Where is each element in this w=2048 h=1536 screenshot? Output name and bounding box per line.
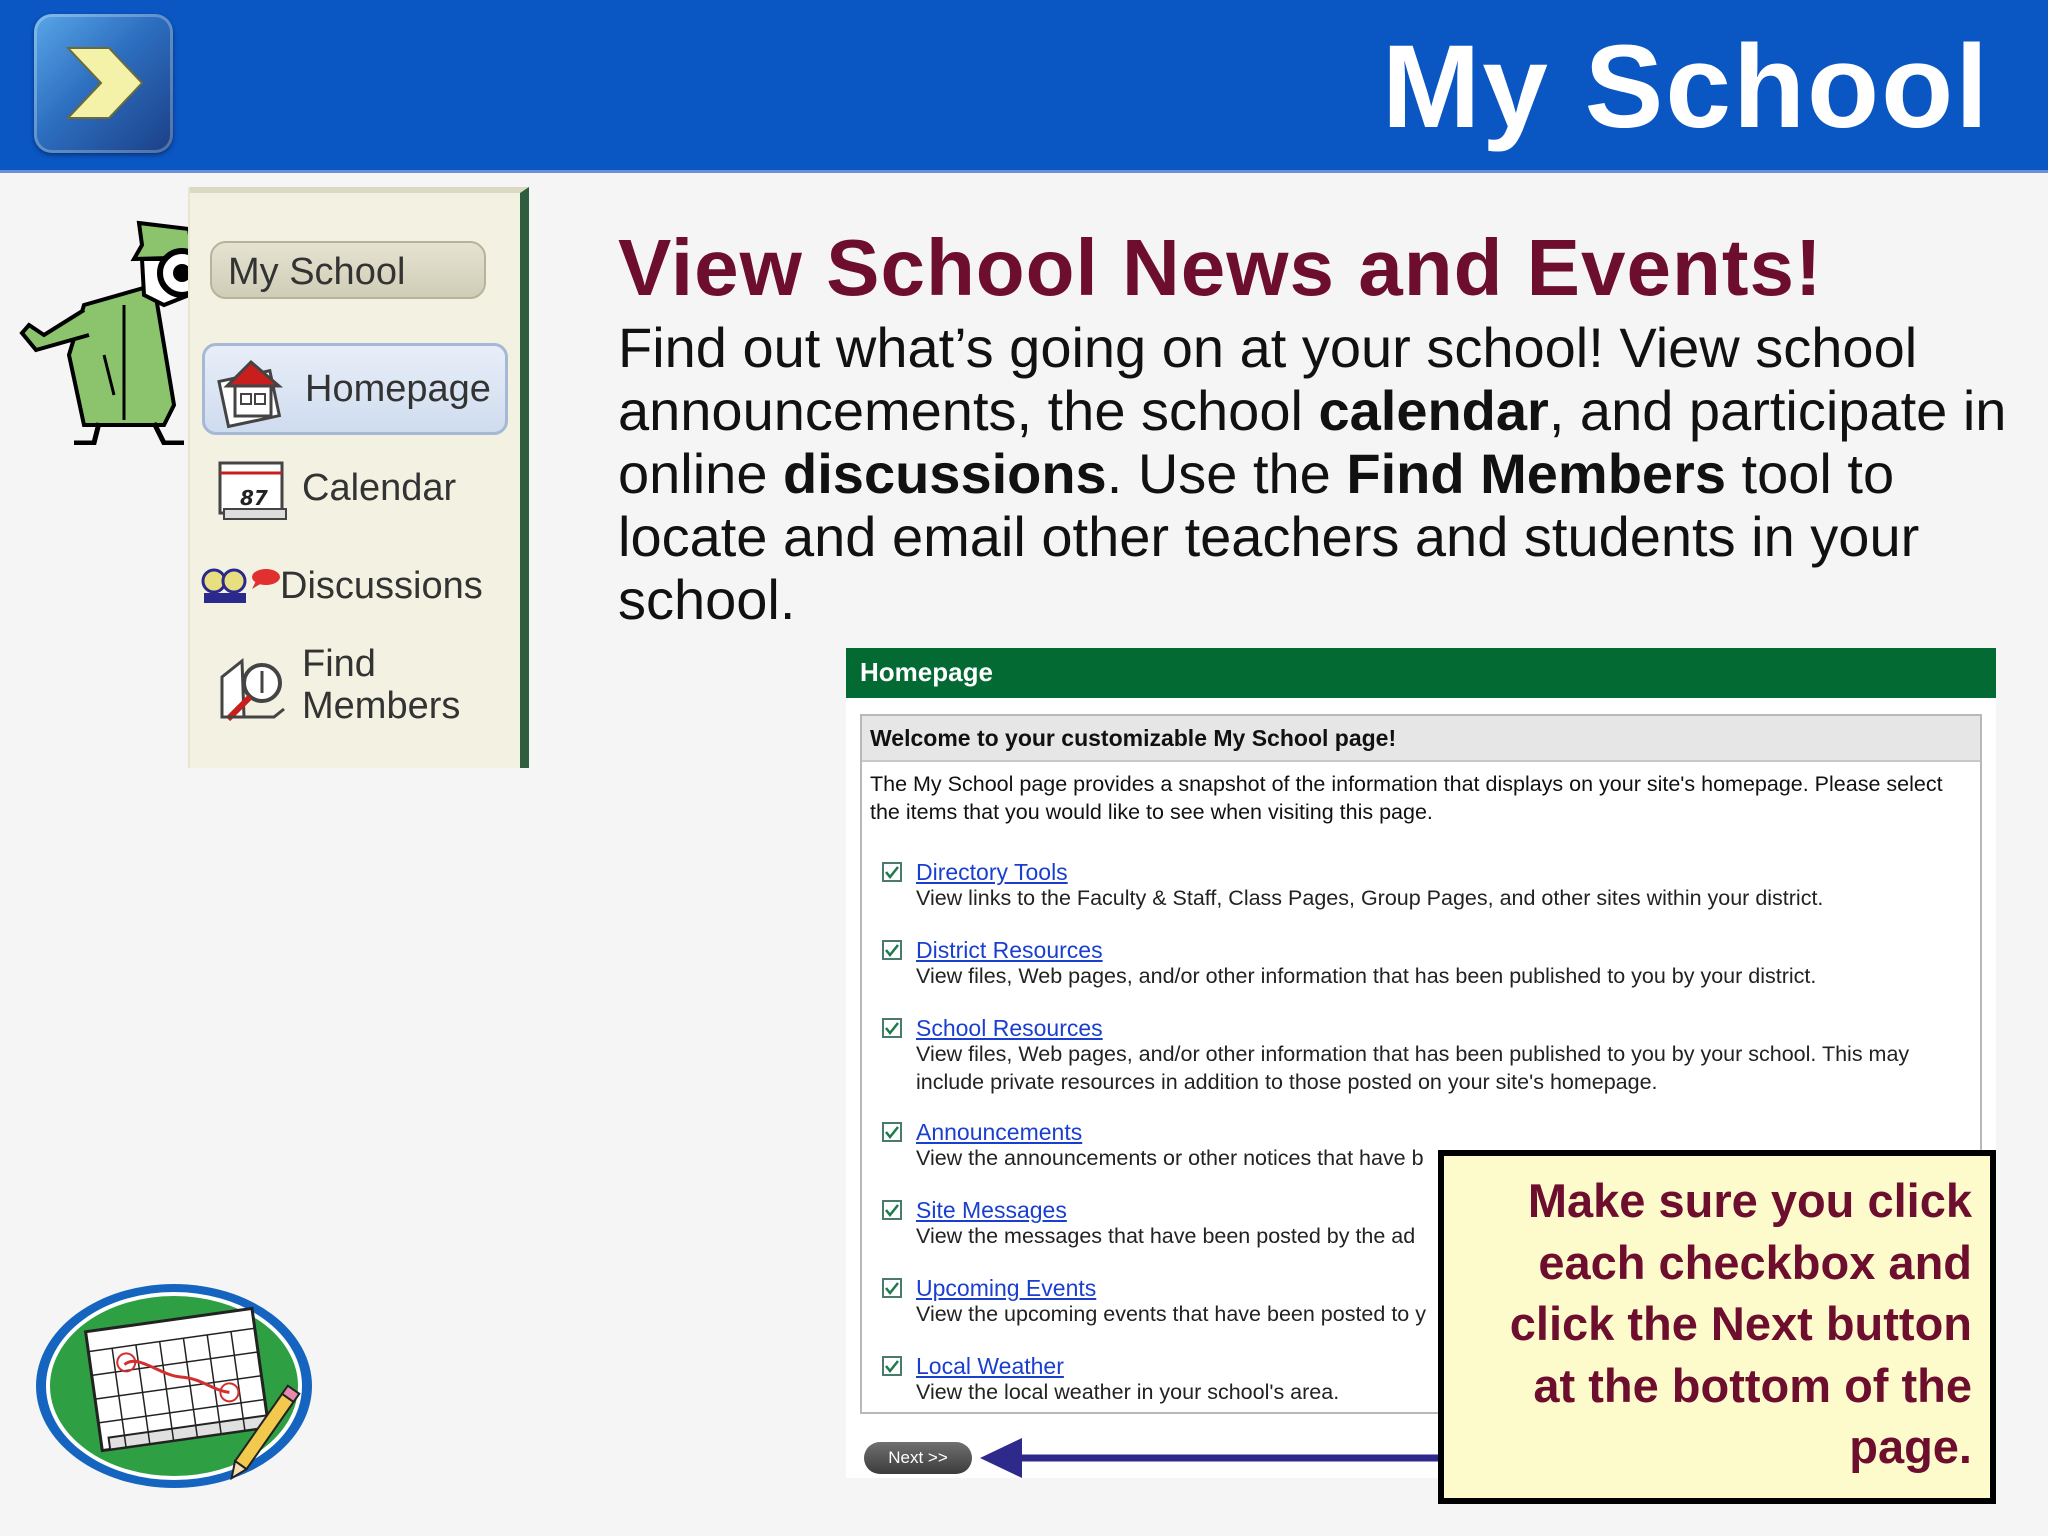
option-link[interactable]: Site Messages <box>916 1197 1067 1223</box>
option-description: View links to the Faculty & Staff, Class Pages, Group Pages, and other sites within your district. <box>916 886 1824 910</box>
menu-item-discussions[interactable] <box>190 543 496 635</box>
panel-description: The My School page provides a snapshot of the information that displays on your site's homepage. Please select the items that you would like to see when visiting this page. <box>870 772 1943 824</box>
intro-text: Find out what’s going on at your school! View school announcements, the school <box>618 316 1918 442</box>
menu-item-label: Homepage <box>305 368 491 410</box>
menu-item-find-members[interactable] <box>202 633 508 753</box>
chevron-right-icon <box>34 14 173 153</box>
intro-bold-discussions: discussions <box>783 442 1107 505</box>
intro-text: tool to locate and email other teachers and students in your school. <box>618 442 1920 631</box>
menu-title: My School <box>210 241 486 299</box>
panel-header: Homepage <box>846 648 1996 698</box>
checkmark-icon <box>884 1358 900 1374</box>
option-link[interactable]: School Resources <box>916 1015 1103 1041</box>
headline: View School News and Events! <box>618 223 1823 312</box>
calendar-icon <box>214 453 294 529</box>
checkmark-icon <box>884 1202 900 1218</box>
option-description: View the local weather in your school's area. <box>916 1380 1340 1404</box>
next-button[interactable]: Next >> <box>864 1442 972 1474</box>
option-description: View files, Web pages, and/or other information that has been published to you by your school. This may include private resources in addition to those posted on your site's homepage. <box>916 1042 1910 1094</box>
intro-bold-calendar: calendar <box>1318 379 1549 442</box>
intro-paragraph <box>618 316 2018 631</box>
menu-item-label: Discussions <box>280 565 483 607</box>
option-link[interactable]: Directory Tools <box>916 859 1068 885</box>
header-bar <box>0 0 2048 173</box>
callout-line: at the bottom of the <box>1533 1358 1972 1412</box>
checkbox[interactable] <box>882 1200 902 1220</box>
checkbox[interactable] <box>882 940 902 960</box>
option-link[interactable]: Local Weather <box>916 1353 1064 1379</box>
calendar-clipart-icon <box>32 1278 322 1492</box>
option-description: View the messages that have been posted by the ad <box>916 1224 1416 1248</box>
find-members-icon <box>214 651 294 727</box>
welcome-bar: Welcome to your customizable My School page! <box>862 716 1980 762</box>
menu-item-homepage[interactable] <box>202 343 508 435</box>
instruction-callout <box>1438 1150 1996 1504</box>
checkmark-icon <box>884 942 900 958</box>
page-title: My School <box>1381 21 1990 153</box>
option-link[interactable]: Upcoming Events <box>916 1275 1097 1301</box>
checkbox[interactable] <box>882 1356 902 1376</box>
checkbox[interactable] <box>882 862 902 882</box>
my-school-menu <box>190 187 529 768</box>
members-label: Members <box>302 685 461 727</box>
option-description: View files, Web pages, and/or other information that has been published to you by your district. <box>916 964 1817 988</box>
checkmark-icon <box>884 1020 900 1036</box>
option-link[interactable]: Announcements <box>916 1119 1083 1145</box>
menu-item-calendar[interactable] <box>202 445 508 537</box>
checkmark-icon <box>884 864 900 880</box>
callout-line: Make sure you click <box>1527 1174 1972 1227</box>
checkmark-icon <box>884 1280 900 1296</box>
checkbox[interactable] <box>882 1018 902 1038</box>
callout-line: page. <box>1849 1420 1972 1473</box>
option-description: View the upcoming events that have been posted to y <box>916 1302 1426 1326</box>
option-description: View the announcements or other notices that have b <box>916 1146 1424 1170</box>
checkbox[interactable] <box>882 1278 902 1298</box>
callout-line: click the Next button <box>1509 1297 1972 1350</box>
svg-text:87: 87 <box>240 486 268 510</box>
discussion-icon <box>198 561 282 611</box>
find-label: Find <box>302 643 376 685</box>
option-link[interactable]: District Resources <box>916 937 1103 963</box>
menu-item-label: Calendar <box>302 467 457 509</box>
intro-text: . Use the <box>1106 442 1347 505</box>
checkbox[interactable] <box>882 1122 902 1142</box>
callout-line: each checkbox and <box>1538 1235 1972 1289</box>
house-icon <box>217 354 297 430</box>
menu-item-label <box>302 643 460 727</box>
forward-arrow-icon[interactable] <box>34 14 173 153</box>
intro-bold-find-members: Find Members <box>1346 442 1726 505</box>
checkmark-icon <box>884 1124 900 1140</box>
intro-text: , and participate in online <box>618 379 2007 505</box>
